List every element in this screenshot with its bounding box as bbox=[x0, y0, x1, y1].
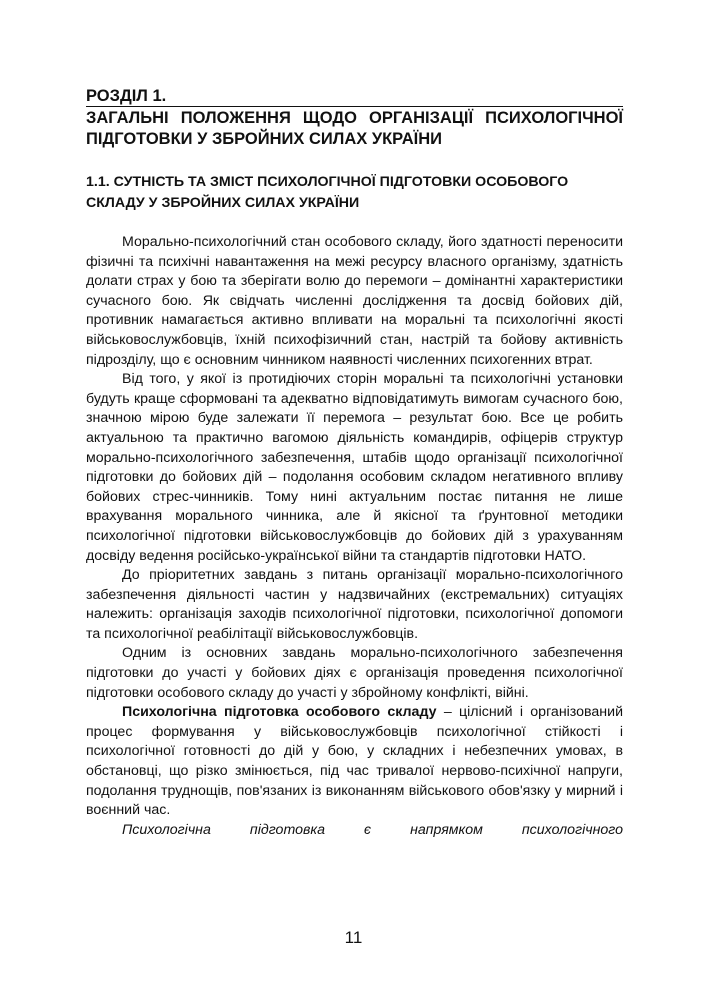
page-number: 11 bbox=[344, 928, 363, 947]
page-content bbox=[86, 86, 623, 840]
paragraph-1: Морально-психологічний стан особового складу, його здатності переносити фізичні та психічні навантаження на межі ресурсу власного організму, здатність долати страх у бою та зберігати волю до перемоги – домінантні характеристики сучасного бою. Як свідчать численні дослідження та досвід бойових дій, противник намагається активно впливати на моральні та психологічні якості військовослужбовців, їхній психофізичний стан, настрій та бойову активність підрозділу, що є основним чинником наявності численних психогенних втрат. bbox=[86, 234, 623, 368]
defined-term: Психологічна підготовка особового складу bbox=[122, 704, 437, 721]
definition-text: – цілісний і організований процес формування у військовослужбовців психологічної стійкості і психологічної готовності до дій у бою, у складних і небезпечних умовах, в обстановці, що різко змінюється, під час тривалої нервово-психічної напруги, подолання труднощів, пов'язаних із виконанням військового обов'язку у мирний і воєнний час. bbox=[86, 704, 623, 819]
chapter-title: ЗАГАЛЬНІ ПОЛОЖЕННЯ ЩОДО ОРГАНІЗАЦІЇ ПСИХОЛОГІЧНОЇ ПІДГОТОВКИ У ЗБРОЙНИХ СИЛАХ УКРАЇНИ bbox=[86, 106, 623, 150]
chapter-label: РОЗДІЛ 1. bbox=[86, 87, 167, 105]
paragraph-3: До пріоритетних завдань з питань організації морально-психологічного забезпечення діяльності частин у надзвичайних (екстремальних) ситуаціях належить: організація заходів психологічної підготовки, психологічної допомоги та психологічної реабілітації військовослужбовців. bbox=[86, 567, 623, 642]
section-title: 1.1. СУТНІСТЬ ТА ЗМІСТ ПСИХОЛОГІЧНОЇ ПІДГОТОВКИ ОСОБОВОГО СКЛАДУ У ЗБРОЙНИХ СИЛАХ УКРАЇНИ bbox=[86, 174, 569, 211]
paragraph-6: Психологічна підготовка є напрямком психологічного bbox=[122, 821, 623, 838]
paragraph-5 bbox=[86, 703, 623, 821]
paragraph-2: Від того, у якої із протидіючих сторін моральні та психологічні установки будуть краще сформовані та адекватно відповідатимуть вимогам сучасного бою, значною мірою буде залежати її перемога – результат бою. Все це робить актуальною та практично вагомою діяльність командирів, офіцерів структур морально-психологічного забезпечення, штабів щодо організації психологічної підготовки до бойових дій – подолання особовим складом негативного впливу бойових стрес-чинників. Тому нині актуальним постає питання не лише врахування морального чинника, але й якісної та ґрунтовної методики психологічної підготовки військовослужбовців до бойових дій з урахуванням досвіду ведення російсько-української війни та стандартів підготовки НАТО. bbox=[86, 371, 623, 564]
paragraph-4: Одним із основних завдань морально-психологічного забезпечення підготовки до участі у бойових діях є організація проведення психологічної підготовки особового складу до участі у збройному конфлікті, війні. bbox=[86, 645, 623, 701]
